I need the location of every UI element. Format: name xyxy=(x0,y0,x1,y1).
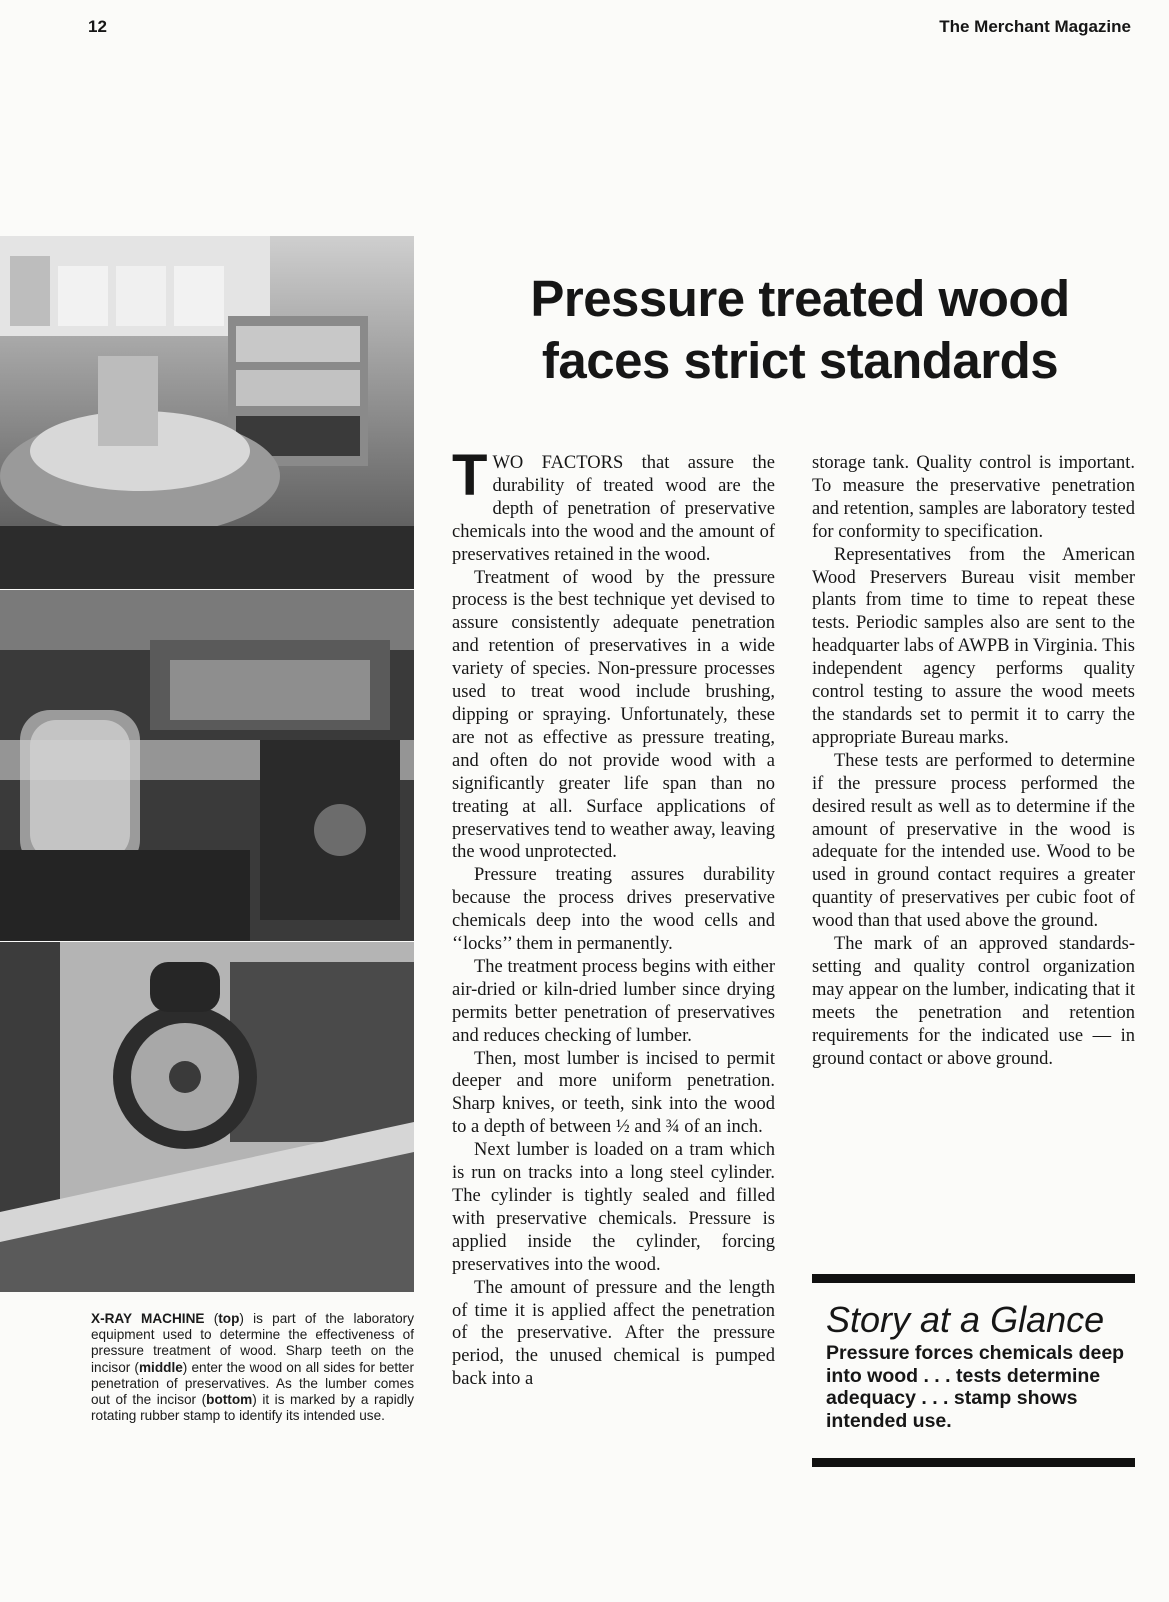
article-paragraph: Treatment of wood by the pressure process is the best technique yet devised to assure consistently adequate penetration and retention of preservatives in a wide variety of species. Non-pressure processes used to treat wood include brushing, dipping or spraying. Unfortunately, these are not as effective as pressure treating, and often do not provide wood with a significantly greater life span than no treating at all. Surface applications of preservatives tend to weather away, leaving the wood unprotected. xyxy=(452,567,775,863)
photo-caption: X-RAY MACHINE (top) is part of the laboratory equipment used to determine the effectiveness of pressure treatment of wood. Sharp teeth on the incisor (middle) enter the wood on all sides for better penetration of preservatives. As the lumber comes out of the incisor (bottom) it is marked by a rapidly rotating rubber stamp to identify its intended use. xyxy=(91,1311,415,1424)
article-column-1 xyxy=(452,443,775,1391)
sidebar-rule-bottom xyxy=(812,1458,1135,1467)
rubber-stamp-photo xyxy=(0,942,414,1292)
article-paragraph: TWO FACTORS that assure the durability of treated wood are the depth of penetration of preservative chemicals into the wood and the amount of preservatives retained in the wood. xyxy=(452,443,775,565)
caption-part3: ) it is marked by a rapidly rotating rubber stamp to identify its intended use. xyxy=(91,1392,415,1424)
article-paragraph: The mark of an approved standards-setting and quality control organization may appear on the lumber, indicating that it meets the penetration and retention requirements for the indicated use — in ground contact or above ground. xyxy=(812,934,1135,1069)
drop-cap: T xyxy=(452,443,488,508)
article-paragraph: Then, most lumber is incised to permit deeper and more uniform penetration. Sharp knives, or teeth, sink into the wood to a depth of between ½ and ¾ of an inch. xyxy=(452,1048,775,1138)
sidebar-title: Story at a Glance xyxy=(826,1299,1105,1340)
headline-line1: Pressure treated wood xyxy=(530,270,1070,327)
caption-part2: ) enter the wood on all sides for better penetration of preservatives. As the lumber comes out of the incisor ( xyxy=(91,1359,414,1408)
article-paragraph: The amount of pressure and the length of time it is applied affect the penetration of the preservative. After the pressure period, the unused chemical is pumped back into a xyxy=(452,1277,775,1390)
caption-part1: is part of the laboratory equipment used to determine the effectiveness of pressure treatment of wood. Sharp teeth on the incisor ( xyxy=(91,1311,414,1375)
sidebar-rule-top xyxy=(812,1274,1135,1283)
article-paragraph: Representatives from the American Wood Preservers Bureau visit member plants from time to time to repeat these tests. Periodic samples also are sent to the headquarter labs of AWPB in Virginia. This independent agency performs quality control testing to assure the wood meets the standards set to permit it to carry the appropriate Bureau marks. xyxy=(812,544,1135,748)
headline-line2: faces strict standards xyxy=(541,332,1059,389)
article-paragraph: These tests are performed to determine if the pressure process performed the desired result as well as to determine if the amount of preservative in the wood is adequate for the intended use. Wood to be used in ground contact requires a greater quantity of preservatives per cubic foot of wood than that used above the ground. xyxy=(812,750,1135,932)
caption-top-label: top xyxy=(218,1311,240,1326)
article-headline xyxy=(450,268,1150,392)
article-column-2 xyxy=(812,452,1135,1070)
sidebar-summary: Pressure forces chemicals deep into wood . . . tests determine adequacy . . . stamp shows intended use. xyxy=(826,1342,1125,1432)
caption-middle-label: middle xyxy=(138,1359,183,1375)
x-ray-machine-photo xyxy=(0,236,414,589)
incisor-photo xyxy=(0,590,414,941)
page-number: 12 xyxy=(88,17,107,36)
caption-bottom-label: bottom xyxy=(206,1392,253,1408)
article-paragraph: Pressure treating assures durability because the process drives preservative chemicals deep into the wood cells and ‘‘locks’’ them in permanently. xyxy=(452,865,775,955)
publication-name: The Merchant Magazine xyxy=(939,17,1131,36)
article-paragraph: The treatment process begins with either air-dried or kiln-dried lumber since drying permits better penetration of preservatives and reduces checking of lumber. xyxy=(452,956,775,1046)
photo-column xyxy=(0,236,414,1292)
article-paragraph: storage tank. Quality control is important. To measure the preservative penetration and retention, samples are laboratory tested for conformity to specification. xyxy=(812,453,1135,542)
caption-lead: X-RAY MACHINE xyxy=(91,1311,205,1326)
article-paragraph: Next lumber is loaded on a tram which is run on tracks into a long steel cylinder. The cylinder is tightly sealed and filled with preservative chemicals. Pressure is applied inside the cylinder, forcing preservatives into the wood. xyxy=(452,1140,775,1275)
